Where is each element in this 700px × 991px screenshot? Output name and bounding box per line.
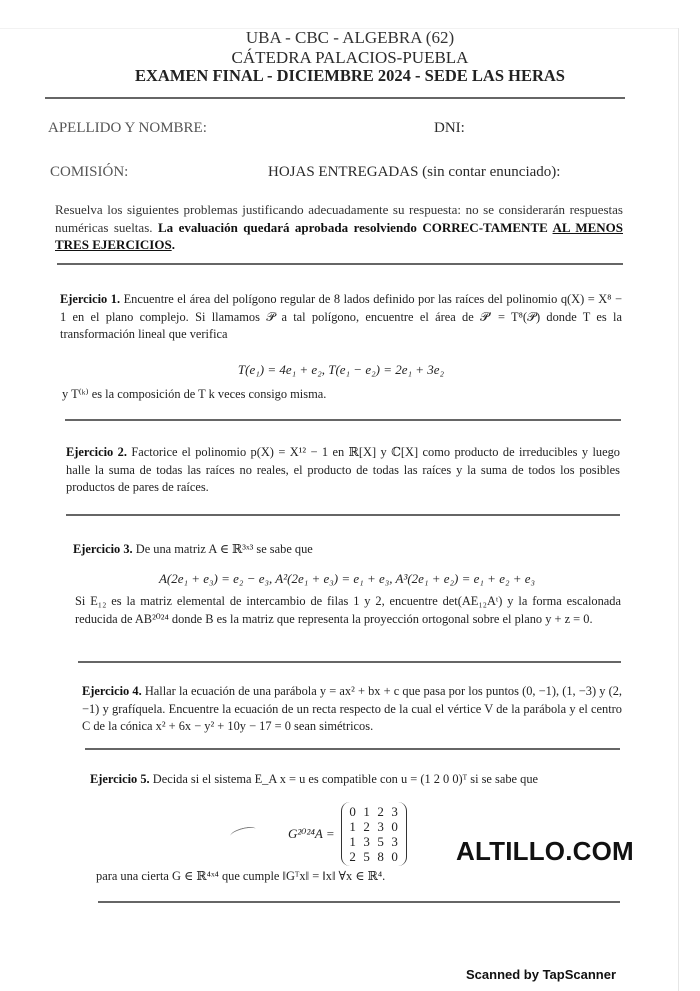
page-right-edge xyxy=(678,28,679,991)
matrix-cell: 3 xyxy=(391,834,398,849)
exercise-1-title: Ejercicio 1. xyxy=(60,292,121,306)
matrix-cell: 2 xyxy=(363,819,370,834)
matrix-cell: 0 xyxy=(391,819,398,834)
exercise-5-matrix-equation xyxy=(288,802,407,866)
matrix-cell: 1 xyxy=(349,834,356,849)
exercise-3-divider xyxy=(78,661,621,663)
header-chair: CÁTEDRA PALACIOS-PUEBLA xyxy=(231,48,469,67)
exercise-3-after: Si E₁₂ es la matriz elemental de intercambio de filas 1 y 2, encuentre det(AE₁₂Aᵗ) y la forma escalonada reducida de AB²⁰²⁴ donde B es la matriz que representa la proyección ortogonal sobre el plano y + z = 0. xyxy=(75,594,621,626)
matrix-label: G²⁰²⁴A = xyxy=(288,826,335,841)
exercise-4-text: Hallar la ecuación de una parábola y = ax² + bx + c que pasa por los puntos (0, −1), (1, −3) y (2, −1) y grafíquela. Encuentre la ecuación de un recta respecto de la cual el vértice V de la parábola y el centro C de la cónica x² + 6x − y² + 10y − 17 = 0 sean simétricos. xyxy=(82,684,622,734)
instructions-divider xyxy=(57,263,623,265)
instructions-bold: La evaluación quedará aprobada resolviendo CORREC-TAMENTE xyxy=(157,219,553,235)
exercise-5-title: Ejercicio 5. xyxy=(90,772,150,786)
exercise-3-title: Ejercicio 3. xyxy=(73,542,133,556)
exercise-4 xyxy=(82,683,622,736)
exercise-5-text: Decida si el sistema E_A x = u es compatible con u = (1 2 0 0)ᵀ si se sabe que xyxy=(152,772,539,786)
exercise-1 xyxy=(60,291,622,344)
header-exam: EXAMEN FINAL - DICIEMBRE 2024 - SEDE LAS HERAS xyxy=(135,66,565,85)
instructions-text: Resuelva los siguientes problemas justificando adecuadamente su respuesta: no se considerarán respuestas numéricas sueltas. xyxy=(55,202,623,235)
exercise-1-equation: T(e₁) = 4e₁ + e₂, T(e₁ − e₂) = 2e₁ + 3e₂ xyxy=(237,362,445,377)
exercise-2-divider xyxy=(66,514,620,516)
matrix-cell: 2 xyxy=(377,804,384,819)
exercise-5 xyxy=(90,771,625,789)
matrix-cell: 0 xyxy=(349,804,356,819)
exercise-4-title: Ejercicio 4. xyxy=(82,684,142,698)
exercise-4-divider xyxy=(85,748,620,750)
instructions: Resuelva los siguientes problemas justificando adecuadamente su respuesta: no se considerarán respuestas numéricas sueltas. La evaluación quedará aprobada resolviendo CORREC-TAMENTE AL MENOS TRES EJERCICIOS. xyxy=(55,202,623,252)
matrix-cell: 1 xyxy=(363,804,370,819)
dni-label: DNI: xyxy=(434,120,465,136)
exercise-1-after: y T⁽ᵏ⁾ es la composición de T k veces consigo misma. xyxy=(62,387,327,401)
header-university: UBA - CBC - ALGEBRA (62) xyxy=(245,28,455,47)
instructions-underlined: AL MENOS TRES EJERCICIOS xyxy=(55,219,623,252)
exercise-3-text: De una matriz A ∈ ℝ³ˣ³ se sabe que xyxy=(135,542,313,556)
exercise-5-divider xyxy=(98,901,620,903)
scanner-footer: Scanned by TapScanner xyxy=(466,967,617,982)
exercise-1-text: Encuentre el área del polígono regular de 8 lados definido por las raíces del polinomio q(X) = X⁸ − 1 en el plano complejo. Si llamamos 𝒫 a tal polígono, encuentre el área de 𝒫′ = T⁸(𝒫) donde T es la transformación lineal que verifica xyxy=(60,292,622,342)
exercise-2-text: Factorice el polinomio p(X) = X¹² − 1 en ℝ[X] y ℂ[X] como producto de irreducibles y luego halle la suma de todas las raíces no reales, el producto de todas las raíces y la suma de todos los posibles productos de pares de raíces. xyxy=(66,445,621,495)
matrix-g2024a xyxy=(341,802,407,866)
pen-mark xyxy=(229,825,256,839)
matrix-cell: 5 xyxy=(363,849,370,864)
name-label: APELLIDO Y NOMBRE: xyxy=(48,120,207,136)
exercise-3-equation: A(2e₁ + e₃) = e₂ − e₃, A²(2e₁ + e₃) = e₁ + e₃, A³(2e₁ + e₂) = e₁ + e₂ + e₃ xyxy=(158,571,536,586)
commission-label: COMISIÓN: xyxy=(50,164,129,180)
matrix-cell: 0 xyxy=(391,849,398,864)
matrix-cell: 2 xyxy=(349,849,356,864)
matrix-cell: 8 xyxy=(377,849,384,864)
exercise-2 xyxy=(66,444,620,497)
exercise-2-title: Ejercicio 2. xyxy=(66,445,127,459)
matrix-cell: 3 xyxy=(391,804,398,819)
matrix-cell: 3 xyxy=(377,819,384,834)
exercise-1-divider xyxy=(65,419,621,421)
watermark: ALTILLO.COM xyxy=(456,836,634,866)
matrix-cell: 1 xyxy=(349,819,356,834)
sheets-label: HOJAS ENTREGADAS (sin contar enunciado): xyxy=(268,164,561,180)
exercise-3 xyxy=(73,541,621,559)
matrix-cell: 5 xyxy=(377,834,384,849)
header-divider xyxy=(45,97,625,99)
matrix-cell: 3 xyxy=(363,834,370,849)
exercise-5-after: para una cierta G ∈ ℝ⁴ˣ⁴ que cumple ‖Gᵀx‖ = ‖x‖ ∀x ∈ ℝ⁴. xyxy=(96,869,386,883)
